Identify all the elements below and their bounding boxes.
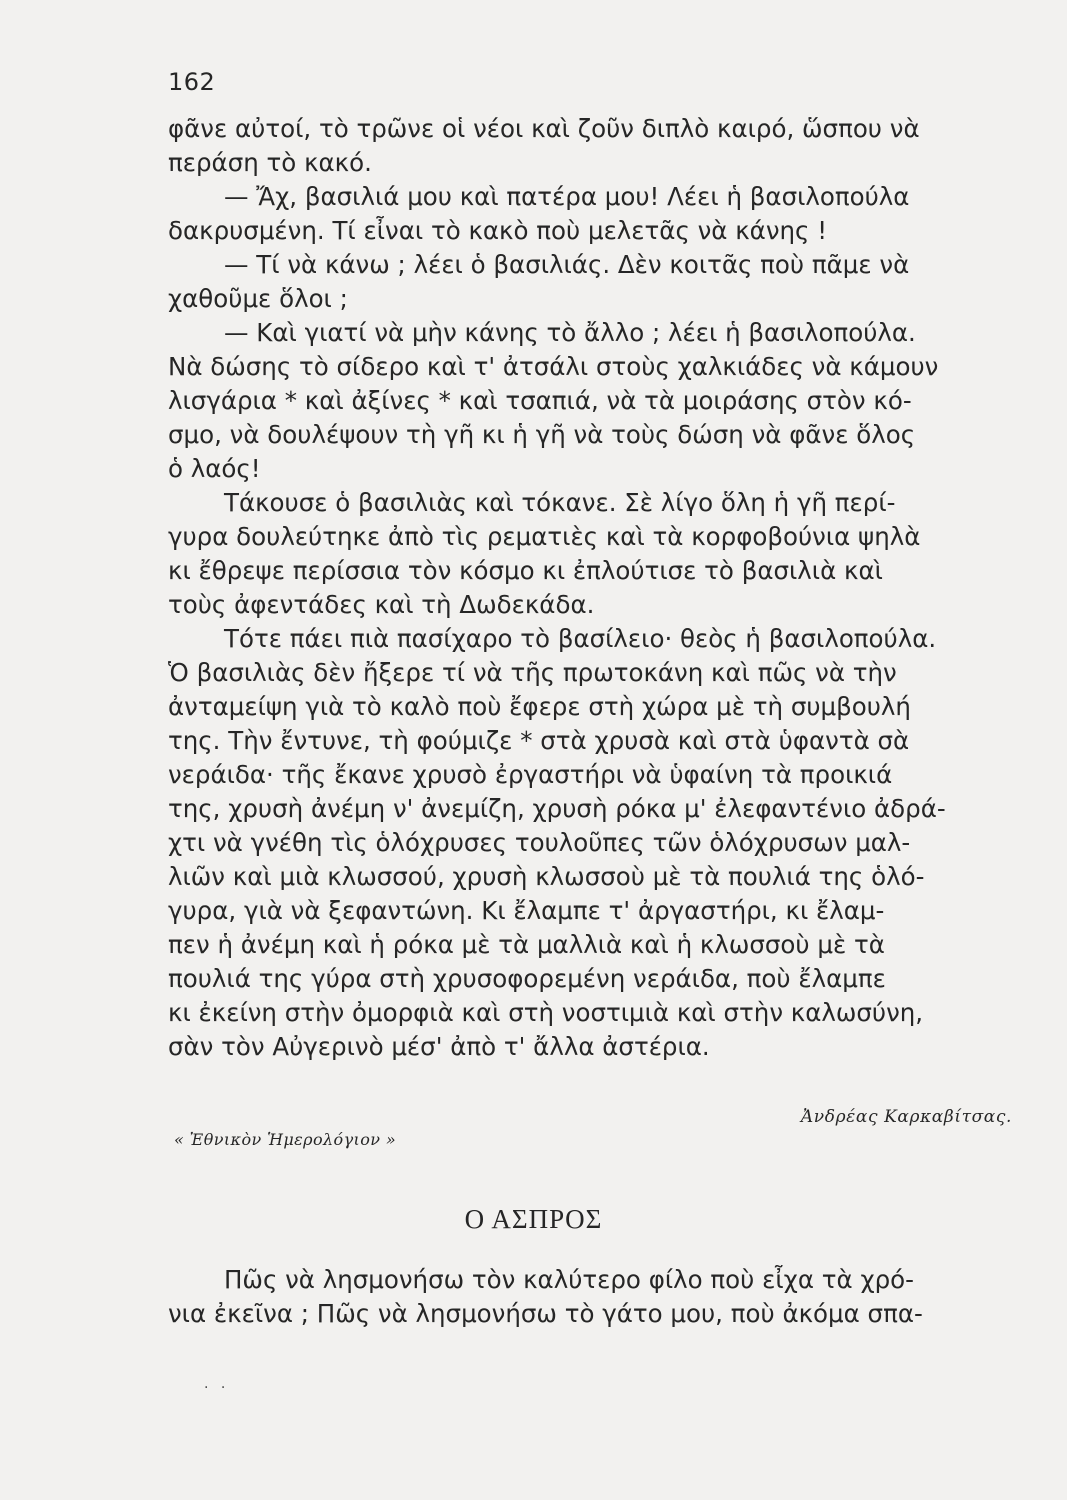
text-line: — Ἄχ, βασιλιά μου καὶ πατέρα μου! Λέει ἡ βασιλοπούλα xyxy=(224,182,910,211)
text-line: σὰν τὸν Αὐγερινὸ μέσ' ἀπὸ τ' ἄλλα ἀστέρια. xyxy=(168,1032,710,1061)
text-line: περάση τὸ κακό. xyxy=(168,148,372,177)
text-line: κι ἔθρεψε περίσσια τὸν κόσμο κι ἐπλούτισε τὸ βασιλιὰ καὶ xyxy=(168,556,883,585)
source-citation: « Ἐθνικὸν Ἡμερολόγιον » xyxy=(174,1130,397,1149)
text-line: ἀνταμείψη γιὰ τὸ καλὸ ποὺ ἔφερε στὴ χώρα μὲ τὴ συμβουλή xyxy=(168,692,911,721)
text-line: πουλιά της γύρα στὴ χρυσοφορεμένη νεράιδα, ποὺ ἔλαμπε xyxy=(168,964,886,993)
text-line: γυρα, γιὰ νὰ ξεφαντώνη. Κι ἔλαμπε τ' ἀργαστήρι, κι ἔλαμ- xyxy=(168,896,885,925)
text-line: νεράιδα· τῆς ἔκανε χρυσὸ ἐργαστήρι νὰ ὑφαίνη τὰ προικιά xyxy=(168,760,893,789)
text-line: χτι νὰ γνέθη τὶς ὁλόχρυσες τουλοῦπες τῶν ὁλόχρυσων μαλ- xyxy=(168,828,911,857)
text-line: πεν ἡ ἀνέμη καὶ ἡ ρόκα μὲ τὰ μαλλιὰ καὶ ἡ κλωσσοὺ μὲ τὰ xyxy=(168,930,885,959)
section-title: Ο ΑΣΠΡΟΣ xyxy=(464,1204,603,1234)
text-line: δακρυσμένη. Τί εἶναι τὸ κακὸ ποὺ μελετᾶς νὰ κάνης ! xyxy=(168,216,828,245)
page-number: 162 xyxy=(168,68,216,96)
text-line: της. Τὴν ἔντυνε, τὴ φούμιζε * στὰ χρυσὰ καὶ στὰ ὑφαντὰ σὰ xyxy=(168,726,910,755)
text-line: — Τί νὰ κάνω ; λέει ὁ βασιλιάς. Δὲν κοιτᾶς ποὺ πᾶμε νὰ xyxy=(224,250,910,279)
text-line: — Καὶ γιατί νὰ μὴν κάνης τὸ ἄλλο ; λέει ἡ βασιλοπούλα. xyxy=(224,318,916,347)
text-line: τοὺς ἀφεντάδες καὶ τὴ Δωδεκάδα. xyxy=(168,590,595,619)
text-line: Τάκουσε ὁ βασιλιὰς καὶ τόκανε. Σὲ λίγο ὅλη ἡ γῆ περί- xyxy=(224,488,896,517)
text-line: Πῶς νὰ λησμονήσω τὸν καλύτερο φίλο ποὺ εἶχα τὰ χρό- xyxy=(224,1265,914,1294)
text-line: Νὰ δώσης τὸ σίδερο καὶ τ' ἀτσάλι στοὺς χαλκιάδες νὰ κάμουν xyxy=(168,352,939,381)
text-line: ὁ λαός! xyxy=(168,454,261,483)
author-signature: Ἀνδρέας Καρκαβίτσας. xyxy=(800,1107,1012,1127)
text-line: σμο, νὰ δουλέψουν τὴ γῆ κι ἡ γῆ νὰ τοὺς δώση νὰ φᾶνε ὅλος xyxy=(168,420,916,449)
text-line: κι ἐκείνη στὴν ὀμορφιὰ καὶ στὴ νοστιμιὰ καὶ στὴν καλωσύνη, xyxy=(168,998,924,1027)
print-specks: . . xyxy=(204,1376,230,1392)
text-line: φᾶνε αὐτοί, τὸ τρῶνε οἱ νέοι καὶ ζοῦν διπλὸ καιρό, ὥσπου νὰ xyxy=(168,114,920,143)
text-line: νια ἐκεῖνα ; Πῶς νὰ λησμονήσω τὸ γάτο μου, ποὺ ἀκόμα σπα- xyxy=(168,1299,923,1328)
text-line: γυρα δουλεύτηκε ἀπὸ τὶς ρεματιὲς καὶ τὰ κορφοβούνια ψηλὰ xyxy=(168,522,921,551)
text-line: λιῶν καὶ μιὰ κλωσσού, χρυσὴ κλωσσοὺ μὲ τὰ πουλιά της ὁλό- xyxy=(168,862,925,891)
text-line: χαθοῦμε ὅλοι ; xyxy=(168,284,348,313)
text-line: λισγάρια * καὶ ἀξίνες * καὶ τσαπιά, νὰ τὰ μοιράσης στὸν κό- xyxy=(168,386,912,415)
text-line: Τότε πάει πιὰ πασίχαρο τὸ βασίλειο· θεὸς ἡ βασιλοπούλα. xyxy=(224,624,937,653)
text-line: Ὁ βασιλιὰς δὲν ἤξερε τί νὰ τῆς πρωτοκάνη καὶ πῶς νὰ τὴν xyxy=(168,658,897,687)
text-line: της, χρυσὴ ἀνέμη ν' ἀνεμίζη, χρυσὴ ρόκα μ' ἐλεφαντένιο ἀδρά- xyxy=(168,794,946,823)
